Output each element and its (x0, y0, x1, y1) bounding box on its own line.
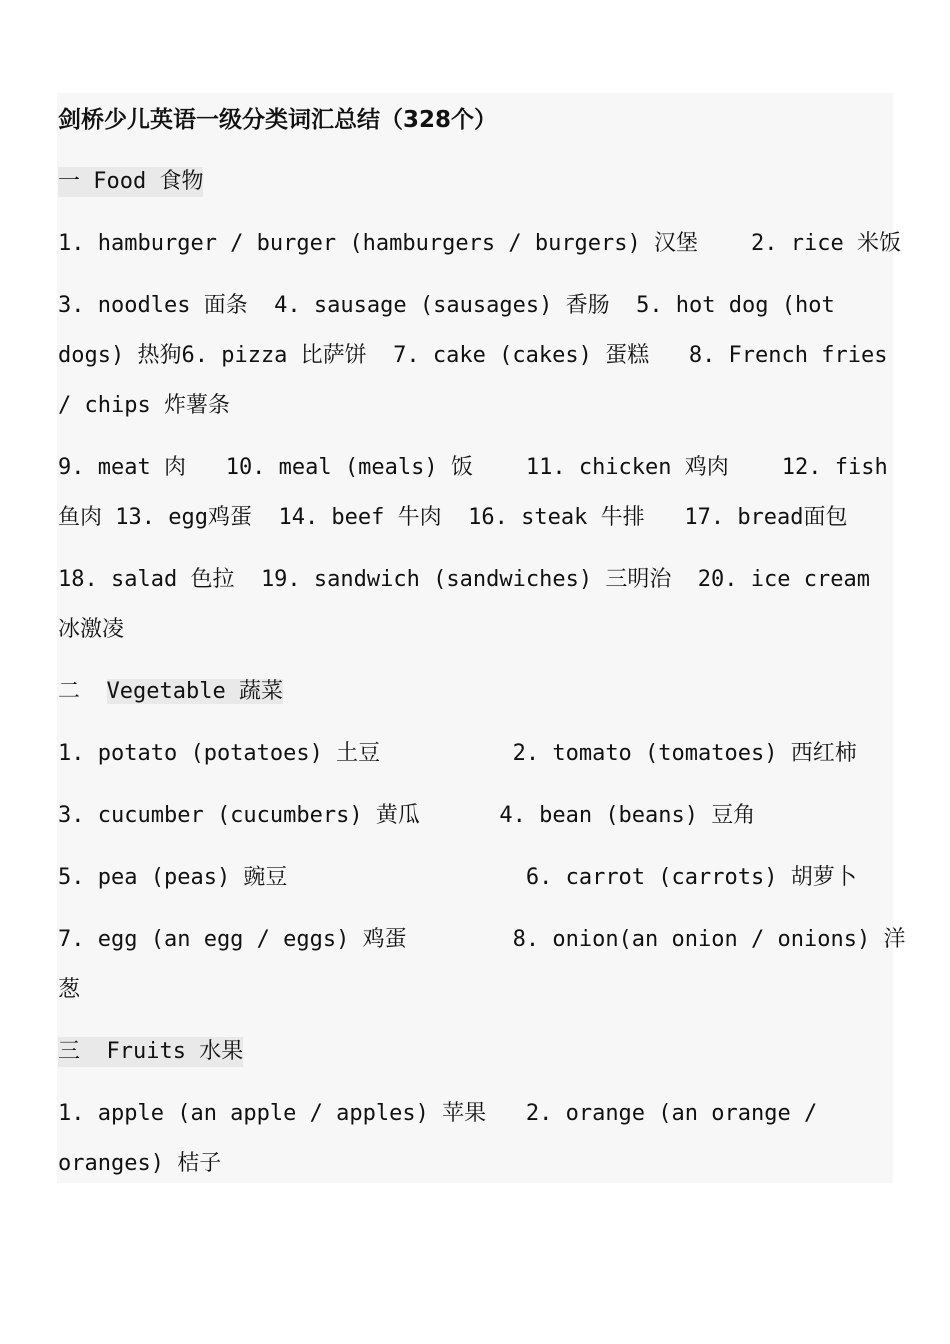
food-line-8: 冰激凌 (58, 617, 125, 642)
section-heading-fruits: 三 Fruits 水果 (58, 1037, 243, 1067)
fruits-line-2: oranges) 桔子 (58, 1151, 222, 1176)
food-line-3: dogs) 热狗6. pizza 比萨饼 7. cake (cakes) 蛋糕 8. French fries (58, 343, 888, 368)
food-line-7: 18. salad 色拉 19. sandwich (sandwiches) 三明治 20. ice cream (58, 567, 870, 592)
food-line-2: 3. noodles 面条 4. sausage (sausages) 香肠 5. hot dog (hot (58, 293, 835, 318)
food-line-6: 鱼肉 13. egg鸡蛋 14. beef 牛肉 16. steak 牛排 17. bread面包 (58, 505, 848, 530)
vegetable-line-1: 1. potato (potatoes) 土豆 2. tomato (tomatoes) 西红柿 (58, 741, 857, 766)
food-line-1: 1. hamburger / burger (hamburgers / burgers) 汉堡 2. rice 米饭 (58, 231, 901, 256)
vegetable-line-3: 5. pea (peas) 豌豆 6. carrot (carrots) 胡萝卜 (58, 865, 857, 890)
fruits-line-1: 1. apple (an apple / apples) 苹果 2. orange (an orange / (58, 1101, 818, 1126)
vegetable-line-5: 葱 (58, 977, 81, 1002)
food-line-5: 9. meat 肉 10. meal (meals) 饭 11. chicken 鸡肉 12. fish (58, 455, 888, 480)
vegetable-line-4: 7. egg (an egg / eggs) 鸡蛋 8. onion(an onion / onions) 洋 (58, 927, 906, 952)
vegetable-line-2: 3. cucumber (cucumbers) 黄瓜 4. bean (beans) 豆角 (58, 803, 756, 828)
food-line-4: / chips 炸薯条 (58, 393, 230, 418)
section-heading-food: 一 Food 食物 (58, 167, 203, 197)
section-number: 二 (58, 679, 107, 704)
document-title: 剑桥少儿英语一级分类词汇总结（328个） (58, 107, 498, 133)
section-heading-text: Vegetable 蔬菜 (106, 679, 283, 704)
section-heading-vegetable (58, 677, 283, 707)
